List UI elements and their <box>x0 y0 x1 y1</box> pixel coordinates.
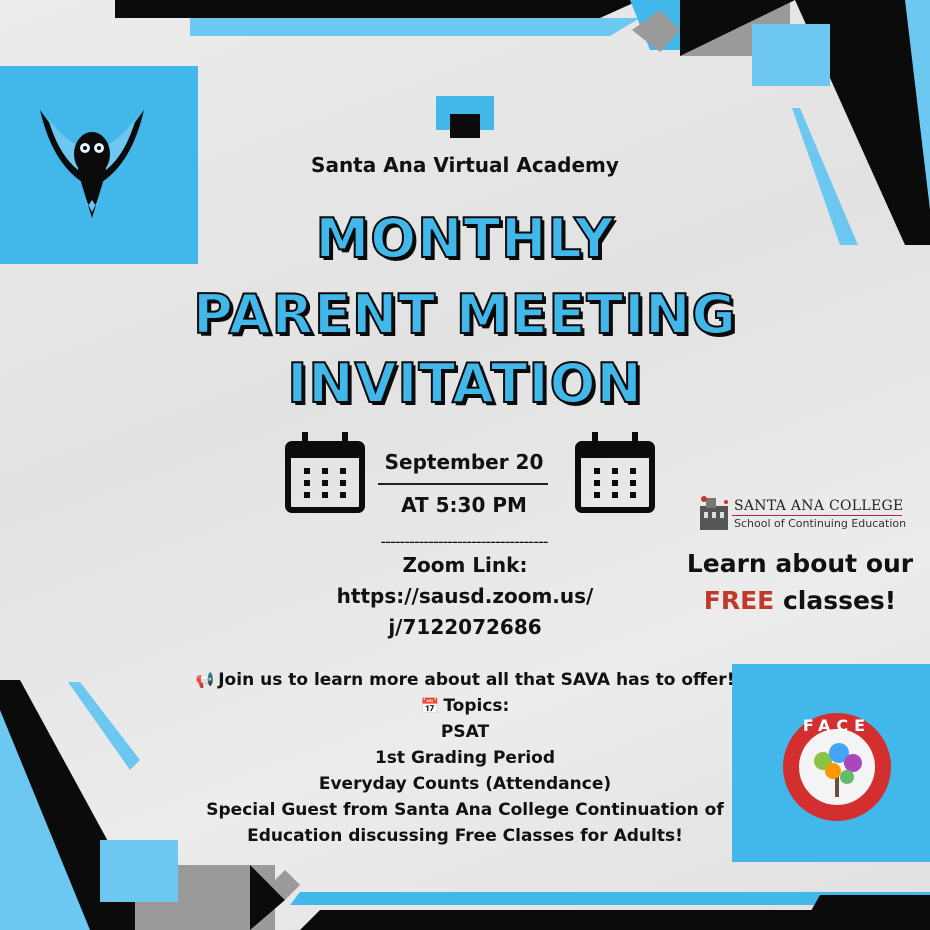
megaphone-icon: 📢 <box>195 671 215 689</box>
date-divider <box>378 483 548 485</box>
topics-heading <box>140 696 790 716</box>
topics-label: Topics: <box>443 696 510 716</box>
top-right-blue-square <box>752 24 830 86</box>
zoom-link-line-1[interactable]: https://sausd.zoom.us/ <box>336 584 594 608</box>
intro-line <box>140 670 790 690</box>
college-divider <box>732 515 902 516</box>
title-line-2: PARENT MEETING <box>193 283 737 346</box>
bottom-blue-square <box>100 840 178 902</box>
topic-item: Special Guest from Santa Ana College Continuation of <box>206 800 724 820</box>
zoom-link-line-2[interactable]: j/7122072686 <box>388 615 542 639</box>
topic-item: 1st Grading Period <box>374 748 556 768</box>
face-logo-letters: FACE <box>802 716 872 735</box>
school-name: Santa Ana Virtual Academy <box>311 153 619 177</box>
college-building-icon <box>700 496 728 530</box>
top-black-bar <box>115 0 640 18</box>
meeting-date: September 20 <box>384 450 544 474</box>
bottom-black-bar <box>300 910 820 930</box>
calendar-icon: 📅 <box>420 697 440 715</box>
promo-line-2 <box>672 586 928 615</box>
section-divider: ----------------------------------- <box>380 532 548 551</box>
calendar-left-icon <box>288 432 362 510</box>
topic-item: PSAT <box>440 722 490 742</box>
top-blue-bar <box>190 18 640 36</box>
college-subtitle: School of Continuing Education <box>734 517 907 530</box>
promo-line-2-rest: classes! <box>774 586 897 615</box>
title-line-3: INVITATION <box>287 352 643 415</box>
topic-item: Everyday Counts (Attendance) <box>318 774 612 794</box>
meeting-time: AT 5:30 PM <box>401 493 527 517</box>
zoom-label: Zoom Link: <box>402 553 528 577</box>
free-word: FREE <box>703 586 775 615</box>
college-name: SANTA ANA COLLEGE <box>734 498 904 514</box>
calendar-right-icon <box>578 432 652 510</box>
header-black-block <box>450 114 480 138</box>
intro-text: Join us to learn more about all that SAVA has to offer! <box>218 670 735 690</box>
title-line-1: MONTHLY <box>315 207 615 270</box>
bottom-left-blue-sliver <box>68 682 140 770</box>
bottom-right-black <box>800 895 930 930</box>
topic-item: Education discussing Free Classes for Adults! <box>247 826 683 846</box>
promo-line-1: Learn about our <box>686 549 914 578</box>
